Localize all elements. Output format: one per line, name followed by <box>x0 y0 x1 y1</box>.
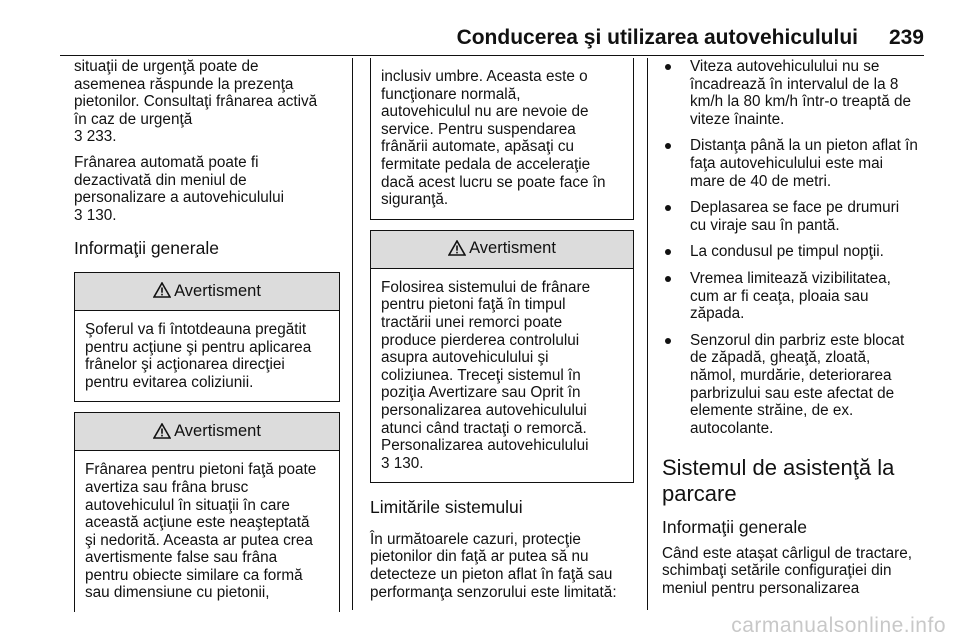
text-line: personalizarea autovehiculului <box>381 401 587 419</box>
text-line: frânării automate, apăsaţi cu <box>381 138 575 156</box>
page-ref-link[interactable] <box>74 207 340 225</box>
warning-title: Avertisment <box>174 422 261 441</box>
text-line: Frânarea pentru pietoni faţă poate <box>85 461 317 479</box>
text-line: zăpada. <box>690 305 745 323</box>
text-line: parbrizului sau este afectat de <box>690 384 895 402</box>
page-header <box>60 0 924 58</box>
ref-page: 233. <box>86 128 117 146</box>
text-line: La condusul pe timpul nopţii. <box>690 243 884 261</box>
text-line: km/h la 80 km/h într-o treaptă de <box>690 93 912 111</box>
bullet-icon <box>665 249 671 255</box>
text-line: autovehiculul în situaţii în care <box>85 496 290 514</box>
list-item <box>662 199 930 234</box>
warning-box <box>74 272 340 402</box>
text-line: dacă acest lucru se poate face în <box>381 173 606 191</box>
bullet-icon <box>665 143 671 149</box>
text-line: atunci când tractaţi o remorcă. <box>381 419 587 437</box>
ref-arrow-icon: 3 <box>74 206 83 224</box>
text-line: service. Pentru suspendarea <box>381 120 576 138</box>
warning-body <box>75 451 339 612</box>
list-item <box>662 137 930 190</box>
text-line: cu viraje sau în pantă. <box>690 216 840 234</box>
section-heading: Limitările sistemului <box>370 497 523 518</box>
ref-arrow-icon: 3 <box>74 128 83 146</box>
text-line: pentru acţiune şi pentru aplicarea <box>85 338 312 356</box>
text-line: Sistemul de asistenţă la <box>662 455 895 481</box>
text-line: schimbaţi setările configuraţiei din <box>662 562 892 580</box>
list-item <box>662 58 930 128</box>
section-heading: Informaţii generale <box>74 238 219 259</box>
ref-page: 130. <box>86 206 117 224</box>
list-item <box>662 332 930 438</box>
text-line: asupra autovehiculului şi <box>381 349 549 367</box>
text-line: situaţii de urgenţă poate de <box>74 58 259 75</box>
text-line: cum ar fi ceaţa, ploaia sau <box>690 287 869 305</box>
text-line: personalizare a autovehiculului <box>74 189 285 207</box>
text-line: Vremea limitează vizibilitatea, <box>690 269 891 287</box>
text-line: Când este ataşat cârligul de tractare, <box>662 544 912 562</box>
bullet-icon <box>665 338 671 344</box>
bullet-icon <box>665 276 671 282</box>
warning-body <box>371 269 633 483</box>
page-ref-link[interactable] <box>74 128 340 146</box>
text-line: Distanţa până la un pieton aflat în <box>690 137 918 155</box>
watermark: carmanualsonline.info <box>731 614 946 637</box>
text-line: asemenea răspunde la prezenţa <box>74 75 294 93</box>
warning-title: Avertisment <box>469 239 556 258</box>
auto-brake-paragraph <box>74 154 340 224</box>
text-line: această acţiune este neaşteptată <box>85 514 310 532</box>
text-line: faţa autovehiculului este mai <box>690 154 884 172</box>
text-line: tractării unei remorci poate <box>381 313 563 331</box>
text-line: produce pierderea controlului <box>381 331 580 349</box>
ref-arrow-icon: 3 <box>381 454 390 472</box>
text-line: În următoarele cazuri, protecţie <box>370 530 581 548</box>
text-line: în caz de urgenţă <box>74 110 193 128</box>
text-line: pentru evitarea coliziunii. <box>85 373 254 391</box>
section-title <box>662 455 930 507</box>
warning-title: Avertisment <box>174 281 261 300</box>
text-line: sau dimensiune cu pietonii, <box>85 584 270 602</box>
warning-box <box>370 230 634 484</box>
page-number: 239 <box>888 26 924 49</box>
text-line: Folosirea sistemului de frânare <box>381 278 591 296</box>
text-line: pentru pietoni faţă în timpul <box>381 296 566 314</box>
column-divider-1 <box>352 58 353 610</box>
warning-body <box>75 311 339 401</box>
text-line: Deplasarea se face pe drumuri <box>690 199 900 217</box>
text-line: încadrează în intervalul de la 8 <box>690 75 899 93</box>
text-line: funcţionare normală, <box>381 85 521 103</box>
text-line: parcare <box>662 481 737 507</box>
text-line: performanţa senzorului este limitată: <box>370 583 617 601</box>
text-line <box>74 111 340 146</box>
text-line: autovehiculul nu are nevoie de <box>381 103 589 121</box>
text-line: elemente străine, de ex. <box>690 402 854 420</box>
text-line: poziţia Avertizare sau Oprit în <box>381 384 581 402</box>
list-item <box>662 270 930 323</box>
bullet-icon <box>665 64 671 70</box>
bullet-icon <box>665 205 671 211</box>
warning-triangle-icon <box>448 240 466 256</box>
limitations-list <box>662 58 930 437</box>
parking-paragraph <box>662 545 930 598</box>
text-line: avertismente false sau frâna <box>85 549 278 567</box>
text-line: de zăpadă, gheaţă, zloată, <box>690 349 871 367</box>
text-line: autocolante. <box>690 419 774 437</box>
text-line: viteze înainte. <box>690 110 785 128</box>
warning-header <box>75 273 339 311</box>
text-line: frânelor şi acţionarea direcţiei <box>85 356 285 374</box>
warning-triangle-icon <box>153 282 171 298</box>
warning-box-continued <box>370 58 634 220</box>
page-ref-link[interactable] <box>381 455 623 473</box>
text-line: coliziunea. Treceţi sistemul în <box>381 366 581 384</box>
text-line: siguranţă. <box>381 191 449 209</box>
header-rule <box>60 55 924 56</box>
text-line: pentru obiecte similare ca formă <box>85 566 303 584</box>
section-heading: Informaţii generale <box>662 517 807 538</box>
text-line: detecteze un pieton aflat în faţă sau <box>370 566 613 584</box>
text-line: şi nedorită. Aceasta ar putea crea <box>85 531 313 549</box>
warning-triangle-icon <box>153 423 171 439</box>
text-line: Şoferul va fi întotdeauna pregătit <box>85 320 307 338</box>
text-line: Personalizarea autovehiculului <box>381 437 589 455</box>
text-line: nămol, murdărie, deteriorarea <box>690 366 892 384</box>
text-line: pietonilor din faţă ar putea să nu <box>370 548 589 566</box>
intro-paragraph <box>74 58 340 146</box>
text-line: Viteza autovehiculului nu se <box>690 58 880 75</box>
warning-body <box>371 58 633 219</box>
text-line: avertiza sau frâna brusc <box>85 478 249 496</box>
warning-header <box>371 231 633 269</box>
left-column <box>74 58 340 622</box>
middle-column <box>370 58 634 609</box>
header-title: Conducerea şi utilizarea autovehiculului <box>456 26 858 49</box>
text-line: inclusiv umbre. Aceasta este o <box>381 68 588 85</box>
text-line: mare de 40 de metri. <box>690 172 832 190</box>
warning-header <box>75 413 339 451</box>
list-item <box>662 243 930 261</box>
right-column <box>662 58 930 606</box>
text-line: dezactivată din meniul de <box>74 171 247 189</box>
text-line: meniul pentru personalizarea <box>662 580 860 598</box>
text-line: Senzorul din parbriz este blocat <box>690 331 905 349</box>
ref-page: 130. <box>393 454 424 472</box>
column-divider-2 <box>647 58 648 610</box>
text-line: fermitate pedala de acceleraţie <box>381 155 591 173</box>
text-line: pietonilor. Consultaţi frânarea activă <box>74 93 318 111</box>
warning-box <box>74 412 340 612</box>
text-line: Frânarea automată poate fi <box>74 153 259 171</box>
limits-paragraph <box>370 531 634 601</box>
